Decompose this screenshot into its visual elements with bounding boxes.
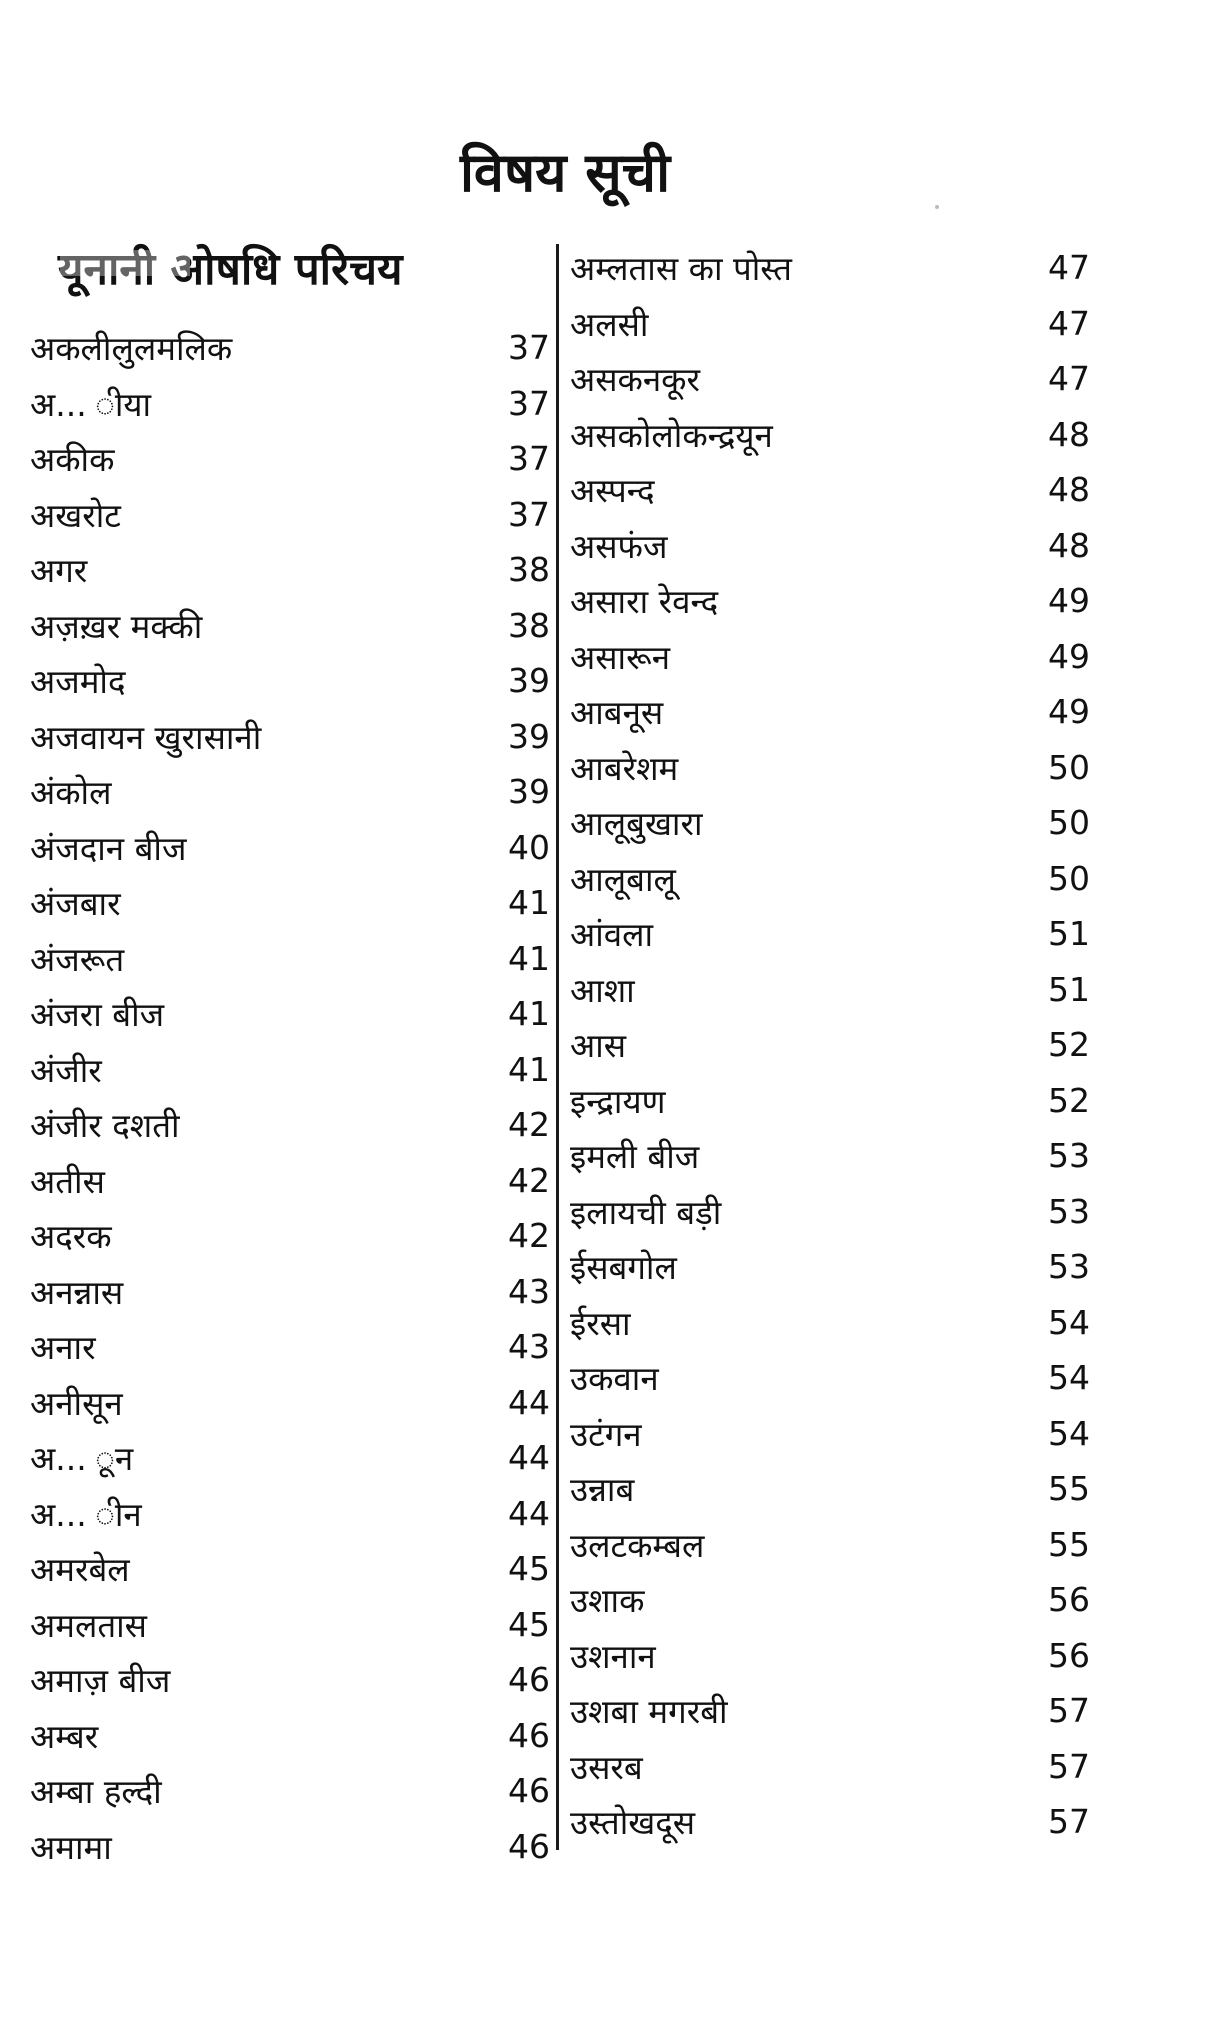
entry-name: असकोलोकन्द्रयून xyxy=(570,415,773,455)
entry-page-number: 57 xyxy=(1048,1802,1090,1842)
entry-name: अंजरा बीज xyxy=(30,995,165,1035)
entry-name: आबनूस xyxy=(570,693,664,733)
entry-page-number: 39 xyxy=(508,772,550,812)
toc-entry xyxy=(30,1541,550,1597)
entry-page-number: 42 xyxy=(508,1105,550,1145)
entry-name: अज़ख़र मक्की xyxy=(30,606,203,646)
entry-page-number: 50 xyxy=(1048,803,1090,843)
entry-name: असफंज xyxy=(570,526,668,566)
toc-entry xyxy=(570,1017,1090,1073)
ink-smudge xyxy=(60,250,190,276)
toc-entry xyxy=(570,1572,1090,1628)
entry-page-number: 41 xyxy=(508,1049,550,1089)
toc-entry xyxy=(570,740,1090,796)
entry-name: आबरेशम xyxy=(570,748,679,788)
entry-name: उन्नाब xyxy=(570,1470,635,1510)
entry-page-number: 37 xyxy=(508,494,550,534)
entry-name: अंजीर दशती xyxy=(30,1106,180,1146)
toc-entry xyxy=(570,1350,1090,1406)
toc-entry xyxy=(30,1652,550,1708)
entry-name: उलटकम्बल xyxy=(570,1525,705,1565)
toc-entry xyxy=(570,1406,1090,1462)
entry-name: आस xyxy=(570,1026,627,1066)
entry-page-number: 53 xyxy=(1048,1247,1090,1287)
toc-entry xyxy=(570,795,1090,851)
entry-page-number: 46 xyxy=(508,1771,550,1811)
column-divider xyxy=(556,244,559,1850)
entry-name: इन्द्रायण xyxy=(570,1081,666,1121)
entry-name: अनन्नास xyxy=(30,1272,124,1312)
toc-entry xyxy=(570,573,1090,629)
entry-page-number: 40 xyxy=(508,827,550,867)
entry-name: उसरब xyxy=(570,1747,643,1787)
entry-page-number: 47 xyxy=(1048,303,1090,343)
entry-name: अनार xyxy=(30,1328,96,1368)
entry-page-number: 49 xyxy=(1048,581,1090,621)
entry-page-number: 47 xyxy=(1048,359,1090,399)
entry-page-number: 41 xyxy=(508,883,550,923)
toc-entry xyxy=(30,653,550,709)
toc-entry xyxy=(30,1319,550,1375)
entry-page-number: 56 xyxy=(1048,1580,1090,1620)
toc-entry xyxy=(30,376,550,432)
page-title: विषय सूची xyxy=(459,141,671,204)
entry-page-number: 41 xyxy=(508,994,550,1034)
entry-name: अखरोट xyxy=(30,495,121,535)
entry-page-number: 44 xyxy=(508,1382,550,1422)
toc-entry xyxy=(30,487,550,543)
entry-page-number: 51 xyxy=(1048,914,1090,954)
entry-name: अंजदान बीज xyxy=(30,828,187,868)
entry-name: अमरबेल xyxy=(30,1550,130,1590)
toc-entry xyxy=(30,764,550,820)
entry-page-number: 50 xyxy=(1048,747,1090,787)
entry-page-number: 52 xyxy=(1048,1025,1090,1065)
toc-entry xyxy=(570,1073,1090,1129)
entry-name: असारा रेवन्द xyxy=(570,582,719,622)
entry-name: अलसी xyxy=(570,304,649,344)
toc-entry xyxy=(570,1461,1090,1517)
toc-entry xyxy=(30,1819,550,1875)
toc-entry xyxy=(30,931,550,987)
toc-entry xyxy=(30,1375,550,1431)
entry-page-number: 45 xyxy=(508,1549,550,1589)
entry-page-number: 43 xyxy=(508,1271,550,1311)
entry-name: अम्बा हल्दी xyxy=(30,1772,162,1812)
entry-name: अतीस xyxy=(30,1161,105,1201)
toc-entry xyxy=(30,431,550,487)
entry-page-number: 55 xyxy=(1048,1469,1090,1509)
toc-entry xyxy=(570,962,1090,1018)
entry-page-number: 38 xyxy=(508,605,550,645)
toc-entry xyxy=(570,1683,1090,1739)
toc-entry xyxy=(570,1184,1090,1240)
entry-name: अजमोद xyxy=(30,662,126,702)
entry-name: आलूबालू xyxy=(570,859,676,899)
entry-name: अस्पन्द xyxy=(570,471,655,511)
entry-page-number: 39 xyxy=(508,716,550,756)
entry-page-number: 46 xyxy=(508,1660,550,1700)
entry-name: अनीसून xyxy=(30,1383,123,1423)
entry-name: ईसबगोल xyxy=(570,1248,677,1288)
entry-page-number: 57 xyxy=(1048,1691,1090,1731)
toc-entry xyxy=(30,1486,550,1542)
entry-page-number: 47 xyxy=(1048,248,1090,288)
entry-name: उस्तोखदूस xyxy=(570,1803,696,1843)
entry-name: अदरक xyxy=(30,1217,112,1257)
entry-page-number: 52 xyxy=(1048,1080,1090,1120)
toc-entry xyxy=(570,1794,1090,1850)
entry-page-number: 44 xyxy=(508,1493,550,1533)
entry-page-number: 50 xyxy=(1048,858,1090,898)
entry-page-number: 37 xyxy=(508,328,550,368)
toc-entry xyxy=(30,1430,550,1486)
toc-entry xyxy=(30,1153,550,1209)
entry-name: अकलीलुलमलिक xyxy=(30,329,233,369)
entry-page-number: 46 xyxy=(508,1826,550,1866)
entry-page-number: 45 xyxy=(508,1604,550,1644)
entry-name: अकीक xyxy=(30,440,115,480)
entry-page-number: 46 xyxy=(508,1715,550,1755)
toc-entry xyxy=(570,1295,1090,1351)
toc-entry xyxy=(570,1239,1090,1295)
entry-page-number: 42 xyxy=(508,1160,550,1200)
toc-entry xyxy=(30,709,550,765)
entry-page-number: 43 xyxy=(508,1327,550,1367)
entry-page-number: 39 xyxy=(508,661,550,701)
toc-entry xyxy=(30,1708,550,1764)
toc-entry xyxy=(570,1517,1090,1573)
entry-name: अगर xyxy=(30,551,88,591)
toc-entry xyxy=(570,851,1090,907)
entry-page-number: 48 xyxy=(1048,414,1090,454)
entry-name: उशाक xyxy=(570,1581,645,1621)
toc-entry xyxy=(30,986,550,1042)
entry-name: अंजबार xyxy=(30,884,121,924)
entry-name: अजवायन खुरासानी xyxy=(30,717,262,757)
entry-page-number: 54 xyxy=(1048,1358,1090,1398)
entry-name: अंकोल xyxy=(30,773,112,813)
entry-page-number: 55 xyxy=(1048,1524,1090,1564)
toc-entry xyxy=(570,906,1090,962)
speck xyxy=(935,205,939,209)
toc-entry xyxy=(570,1739,1090,1795)
entry-page-number: 37 xyxy=(508,383,550,423)
toc-entry xyxy=(570,407,1090,463)
entry-name: इमली बीज xyxy=(570,1137,700,1177)
entry-name: अम्लतास का पोस्त xyxy=(570,249,792,289)
entry-page-number: 48 xyxy=(1048,525,1090,565)
toc-entry xyxy=(30,820,550,876)
entry-name: असारून xyxy=(570,637,671,677)
entry-page-number: 42 xyxy=(508,1216,550,1256)
entry-name: अ... ून xyxy=(30,1439,134,1479)
toc-entry xyxy=(570,1628,1090,1684)
entry-name: अ... ीया xyxy=(30,384,152,424)
toc-left-column xyxy=(30,320,550,1874)
entry-name: अ... ीन xyxy=(30,1494,142,1534)
entry-page-number: 57 xyxy=(1048,1746,1090,1786)
entry-page-number: 37 xyxy=(508,439,550,479)
toc-entry xyxy=(30,1597,550,1653)
toc-entry xyxy=(30,598,550,654)
toc-entry xyxy=(570,629,1090,685)
entry-page-number: 51 xyxy=(1048,969,1090,1009)
toc-entry xyxy=(30,320,550,376)
entry-name: आंवला xyxy=(570,915,653,955)
section-heading: यूनानी ओषधि परिचय xyxy=(58,244,403,295)
entry-name: अंजीर xyxy=(30,1050,102,1090)
entry-name: अंजरूत xyxy=(30,939,125,979)
toc-entry xyxy=(30,542,550,598)
entry-name: उशनान xyxy=(570,1636,656,1676)
entry-name: अमामा xyxy=(30,1827,112,1867)
entry-name: असकनकूर xyxy=(570,360,701,400)
entry-page-number: 56 xyxy=(1048,1635,1090,1675)
entry-name: इलायची बड़ी xyxy=(570,1192,722,1232)
entry-page-number: 49 xyxy=(1048,636,1090,676)
toc-entry xyxy=(30,1208,550,1264)
entry-name: उटंगन xyxy=(570,1414,642,1454)
entry-name: अमलतास xyxy=(30,1605,147,1645)
toc-entry xyxy=(30,1763,550,1819)
entry-page-number: 54 xyxy=(1048,1302,1090,1342)
entry-name: ईरसा xyxy=(570,1303,631,1343)
entry-name: अमाज़ बीज xyxy=(30,1661,171,1701)
toc-entry xyxy=(570,240,1090,296)
entry-name: उशबा मगरबी xyxy=(570,1692,728,1732)
toc-entry xyxy=(570,351,1090,407)
entry-name: आलूबुखारा xyxy=(570,804,703,844)
entry-page-number: 53 xyxy=(1048,1191,1090,1231)
toc-entry xyxy=(30,1042,550,1098)
toc-entry xyxy=(570,296,1090,352)
entry-page-number: 54 xyxy=(1048,1413,1090,1453)
entry-page-number: 48 xyxy=(1048,470,1090,510)
toc-entry xyxy=(30,1264,550,1320)
entry-name: उकवान xyxy=(570,1359,659,1399)
entry-page-number: 41 xyxy=(508,938,550,978)
toc-entry xyxy=(570,462,1090,518)
entry-page-number: 53 xyxy=(1048,1136,1090,1176)
entry-name: अम्बर xyxy=(30,1716,99,1756)
toc-right-column xyxy=(570,240,1090,1850)
toc-entry xyxy=(570,1128,1090,1184)
entry-name: आशा xyxy=(570,970,635,1010)
entry-page-number: 38 xyxy=(508,550,550,590)
toc-entry xyxy=(570,684,1090,740)
entry-page-number: 49 xyxy=(1048,692,1090,732)
entry-page-number: 44 xyxy=(508,1438,550,1478)
toc-entry xyxy=(30,875,550,931)
toc-entry xyxy=(30,1097,550,1153)
toc-entry xyxy=(570,518,1090,574)
